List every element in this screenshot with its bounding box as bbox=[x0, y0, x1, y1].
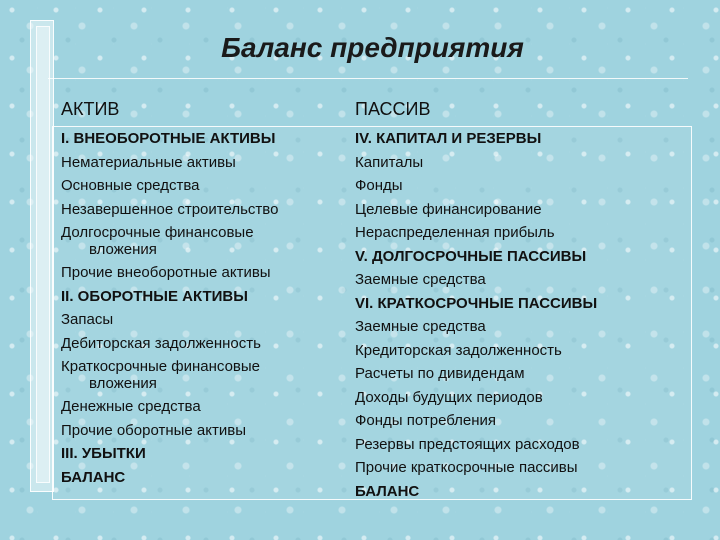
list-item-text: Нематериальные активы bbox=[61, 153, 236, 171]
list-item bbox=[355, 198, 655, 222]
list-item bbox=[355, 456, 655, 480]
list-item bbox=[61, 224, 361, 258]
list-item-text: Капиталы bbox=[355, 153, 424, 171]
list-item-text: Нераспределенная прибыль bbox=[355, 224, 555, 241]
list-item bbox=[61, 151, 361, 175]
list-item-text: Резервы предстоящих расходов bbox=[355, 435, 580, 453]
list-item-text: Фонды потребления bbox=[355, 412, 497, 429]
list-item-text: Прочие краткосрочные пассивы bbox=[355, 459, 578, 476]
list-item bbox=[61, 358, 361, 392]
list-item-text: Дебиторская задолженность bbox=[61, 334, 261, 352]
list-item-text: Долгосрочные финансовые bbox=[61, 224, 254, 241]
list-item bbox=[61, 395, 361, 419]
list-item bbox=[61, 174, 361, 198]
list-item-text: I. ВНЕОБОРОТНЫЕ АКТИВЫ bbox=[61, 130, 276, 147]
list-item-text: Заемные средства bbox=[355, 318, 486, 335]
assets-column bbox=[61, 100, 361, 489]
list-item bbox=[355, 315, 655, 339]
list-item-text: V. ДОЛГОСРОЧНЫЕ ПАССИВЫ bbox=[355, 247, 587, 265]
section-heading bbox=[61, 442, 361, 466]
list-item bbox=[61, 332, 361, 356]
list-item bbox=[355, 362, 655, 386]
list-item bbox=[61, 308, 361, 332]
list-item-text: VI. КРАТКОСРОЧНЫЕ ПАССИВЫ bbox=[355, 294, 598, 312]
list-item-text: Заемные средства bbox=[355, 271, 486, 288]
list-item bbox=[355, 268, 655, 292]
section-heading bbox=[61, 466, 361, 490]
liabilities-list bbox=[355, 127, 655, 503]
list-item-text: Запасы bbox=[61, 311, 114, 328]
list-item-text: БАЛАНС bbox=[61, 468, 126, 486]
assets-header: АКТИВ bbox=[61, 99, 120, 119]
list-item bbox=[355, 151, 655, 175]
list-item-text: БАЛАНС bbox=[355, 482, 420, 500]
liabilities-column bbox=[355, 100, 655, 503]
list-item bbox=[61, 198, 361, 222]
list-item bbox=[355, 409, 655, 433]
list-item-text: III. УБЫТКИ bbox=[61, 445, 146, 462]
decorative-left-bar-inner bbox=[36, 26, 50, 483]
list-item-continuation: вложения bbox=[89, 375, 157, 392]
list-item bbox=[355, 386, 655, 410]
list-item bbox=[61, 419, 361, 443]
list-item-text: Прочие внеоборотные активы bbox=[61, 264, 271, 281]
list-item-text: Основные средства bbox=[61, 177, 200, 194]
list-item bbox=[355, 433, 655, 457]
liabilities-header: ПАССИВ bbox=[355, 99, 431, 119]
list-item-text: Незавершенное строительство bbox=[61, 200, 279, 218]
list-item-text: Кредиторская задолженность bbox=[355, 341, 562, 359]
list-item-text: Денежные средства bbox=[61, 398, 201, 415]
assets-list bbox=[61, 127, 361, 489]
list-item-text: Расчеты по дивидендам bbox=[355, 365, 525, 382]
section-heading bbox=[355, 127, 655, 151]
page-title: Баланс предприятия bbox=[221, 32, 524, 63]
list-item bbox=[355, 174, 655, 198]
section-heading bbox=[355, 480, 655, 504]
list-item-text: Краткосрочные финансовые bbox=[61, 358, 261, 375]
section-heading bbox=[61, 285, 361, 309]
list-item bbox=[355, 339, 655, 363]
list-item-continuation: вложения bbox=[89, 241, 157, 258]
list-item-text: II. ОБОРОТНЫЕ АКТИВЫ bbox=[61, 287, 248, 305]
section-heading bbox=[355, 245, 655, 269]
list-item-text: Фонды bbox=[355, 177, 403, 194]
list-item bbox=[61, 261, 361, 285]
section-heading bbox=[355, 292, 655, 316]
list-item-text: Доходы будущих периодов bbox=[355, 388, 543, 406]
title-divider bbox=[48, 78, 688, 79]
list-item-text: Целевые финансирование bbox=[355, 200, 542, 218]
list-item bbox=[355, 221, 655, 245]
section-heading bbox=[61, 127, 361, 151]
list-item-text: Прочие оборотные активы bbox=[61, 421, 246, 439]
list-item-text: IV. КАПИТАЛ И РЕЗЕРВЫ bbox=[355, 130, 542, 147]
